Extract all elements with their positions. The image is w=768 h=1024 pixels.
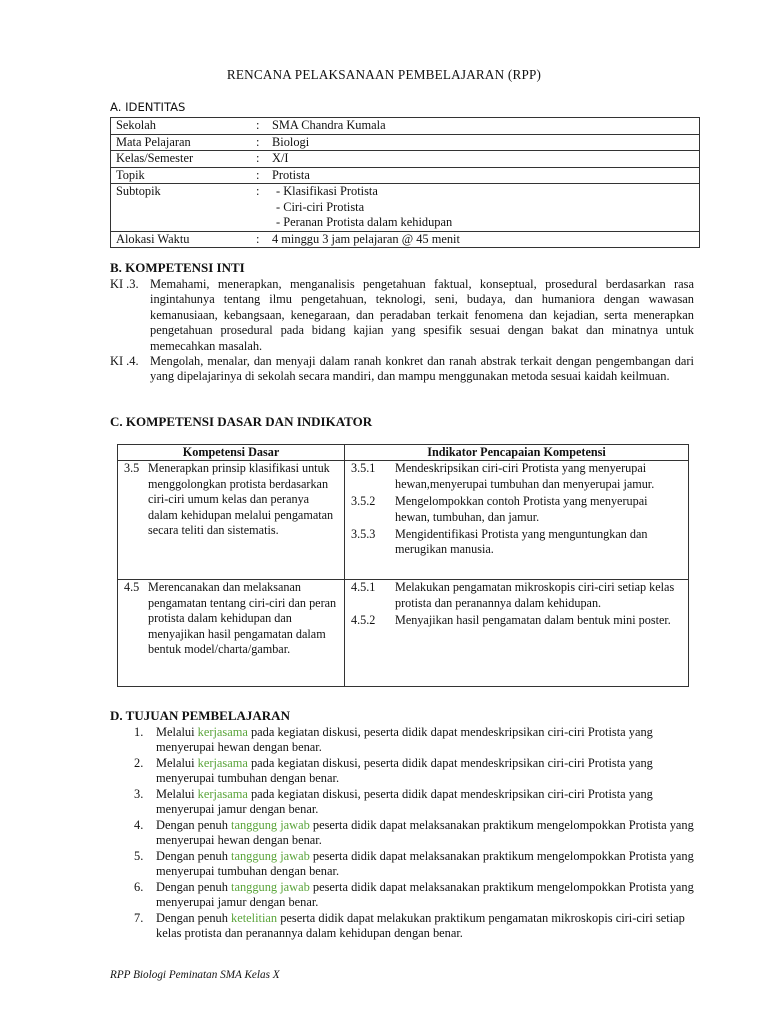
- table-row: [111, 151, 700, 168]
- table-row: [111, 231, 700, 248]
- tujuan-text: [156, 787, 696, 817]
- identitas-colon: :: [250, 151, 264, 168]
- indikator-item: [345, 461, 688, 492]
- indikator-number: 3.5.1: [351, 461, 376, 476]
- indikator-cell: [345, 580, 689, 687]
- tujuan-post: peserta didik dapat melakukan praktikum pengamatan mikroskopis ciri-ciri setiap kelas protista dan peranannya dalam kehidupan dengan benar.: [156, 911, 685, 941]
- subtopik-item: - Klasifikasi Protista: [276, 184, 378, 198]
- identitas-value: Biologi: [264, 134, 700, 151]
- tujuan-post: peserta didik dapat melaksanakan praktikum mengelompokkan Protista yang menyerupai hewan dengan benar.: [156, 818, 694, 848]
- indikator-text: Mengelompokkan contoh Protista yang menyerupai hewan, tumbuhan, dan jamur.: [395, 494, 648, 524]
- tujuan-highlight: kerjasama: [197, 725, 248, 739]
- tujuan-number: 1.: [134, 725, 144, 739]
- table-row: [111, 184, 700, 232]
- tujuan-pre: Dengan penuh: [156, 911, 232, 925]
- tujuan-text: [156, 849, 696, 879]
- tujuan-text: [156, 725, 696, 755]
- tujuan-item: [134, 911, 696, 941]
- table-header-row: [118, 445, 689, 461]
- kd-number: 4.5: [124, 580, 140, 595]
- section-a-heading: A. IDENTITAS: [110, 100, 186, 114]
- tujuan-post: pada kegiatan diskusi, peserta didik dapat mendeskripsikan ciri-ciri Protista yang menyerupai hewan dengan benar.: [156, 725, 653, 755]
- table-row: [118, 461, 689, 580]
- ki-text: Mengolah, menalar, dan menyaji dalam ranah konkret dan ranah abstrak terkait dengan pengembangan dari yang dipelajarinya di sekolah secara mandiri, dan mampu menggunakan metoda sesuai kaidah keilmuan.: [150, 354, 694, 384]
- identitas-colon: :: [250, 184, 264, 232]
- kd-cell: [118, 461, 345, 580]
- tujuan-text: [156, 818, 696, 848]
- tujuan-pre: Melalui: [156, 787, 198, 801]
- tujuan-number: 5.: [134, 849, 144, 863]
- kompetensi-dasar-table: [117, 444, 689, 687]
- indikator-text: Mendeskripsikan ciri-ciri Protista yang menyerupai hewan,menyerupai tumbuhan dan menyerupai jamur.: [395, 461, 655, 491]
- identitas-key: Sekolah: [111, 118, 251, 135]
- tujuan-pre: Dengan penuh: [156, 849, 232, 863]
- table-row: [111, 134, 700, 151]
- identitas-key: Kelas/Semester: [111, 151, 251, 168]
- identitas-value: SMA Chandra Kumala: [264, 118, 700, 135]
- indikator-item: [345, 494, 688, 525]
- subtopik-item: - Ciri-ciri Protista: [276, 199, 365, 214]
- tujuan-number: 2.: [134, 756, 144, 770]
- column-header-indikator: Indikator Pencapaian Kompetensi: [345, 445, 689, 461]
- identitas-colon: :: [250, 231, 264, 248]
- tujuan-post: peserta didik dapat melaksanakan praktikum mengelompokkan Protista yang menyerupai jamur dengan benar.: [156, 880, 694, 910]
- tujuan-pre: Dengan penuh: [156, 818, 232, 832]
- identitas-table: [110, 117, 700, 248]
- section-c-heading: C. KOMPETENSI DASAR DAN INDIKATOR: [110, 414, 373, 429]
- indikator-number: 4.5.2: [351, 613, 376, 628]
- identitas-value: 4 minggu 3 jam pelajaran @ 45 menit: [264, 231, 700, 248]
- tujuan-item: [134, 756, 696, 786]
- subtopik-item: - Peranan Protista dalam kehidupan: [276, 215, 453, 229]
- indikator-cell: [345, 461, 689, 580]
- kd-item: [118, 461, 344, 538]
- identitas-colon: :: [250, 118, 264, 135]
- tujuan-number: 3.: [134, 787, 144, 801]
- tujuan-post: pada kegiatan diskusi, peserta didik dapat mendeskripsikan ciri-ciri Protista yang menyerupai jamur dengan benar.: [156, 787, 653, 817]
- tujuan-highlight: tanggung jawab: [231, 818, 310, 832]
- kd-cell: [118, 580, 345, 687]
- indikator-number: 3.5.3: [351, 527, 376, 542]
- tujuan-pre: Melalui: [156, 725, 198, 739]
- identitas-key: Alokasi Waktu: [111, 231, 251, 248]
- tujuan-text: [156, 911, 696, 941]
- tujuan-text: [156, 756, 696, 786]
- tujuan-highlight: tanggung jawab: [231, 849, 310, 863]
- kd-text: Menerapkan prinsip klasifikasi untuk menggolongkan protista berdasarkan ciri-ciri umum kelas dan peranya dalam kehidupan melalui pengamatan secara teliti dan sistematis.: [148, 461, 334, 538]
- identitas-key: Mata Pelajaran: [111, 134, 251, 151]
- tujuan-pre: Dengan penuh: [156, 880, 232, 894]
- ki-text: Memahami, menerapkan, menganalisis pengetahuan faktual, konseptual, prosedural berdasarkan rasa ingintahunya tentang ilmu pengetahuan, teknologi, seni, budaya, dan humaniora dengan wawasan kemanusiaan, kebangsaan, kenegaraan, dan peradaban terkait fenomena dan kejadian, serta menerapkan pengetahuan prosedural pada bidang kajian yang spesifik sesuai dengan bakat dan minatnya untuk memecahkan masalah.: [150, 277, 694, 353]
- indikator-number: 4.5.1: [351, 580, 376, 595]
- kd-item: [118, 580, 344, 657]
- kd-text: Merencanakan dan melaksanan pengamatan tentang ciri-ciri dan peran protista dalam kehidupan dan menyajikan hasil pengamatan dalam bentuk model/charta/gambar.: [148, 580, 337, 657]
- section-d-heading: D. TUJUAN PEMBELAJARAN: [110, 708, 290, 723]
- document-title: RENCANA PELAKSANAAN PEMBELAJARAN (RPP): [226, 67, 542, 82]
- ki-number: KI .3.: [110, 277, 139, 291]
- indikator-number: 3.5.2: [351, 494, 376, 509]
- ki-number: KI .4.: [110, 354, 139, 368]
- indikator-item: [345, 613, 688, 628]
- indikator-text: Mengidentifikasi Protista yang menguntungkan dan merugikan manusia.: [395, 527, 648, 557]
- identitas-colon: :: [250, 134, 264, 151]
- indikator-text: Menyajikan hasil pengamatan dalam bentuk mini poster.: [395, 613, 671, 628]
- tujuan-number: 4.: [134, 818, 144, 832]
- tujuan-number: 7.: [134, 911, 144, 925]
- identitas-key: Subtopik: [111, 184, 251, 232]
- kd-number: 3.5: [124, 461, 140, 476]
- indikator-item: [345, 580, 688, 611]
- tujuan-item: [134, 849, 696, 879]
- ki-item: [110, 277, 694, 354]
- identitas-colon: :: [250, 167, 264, 184]
- identitas-key: Topik: [111, 167, 251, 184]
- section-b-heading: B. KOMPETENSI INTI: [110, 260, 245, 275]
- tujuan-highlight: ketelitian: [231, 911, 278, 925]
- tujuan-post: pada kegiatan diskusi, peserta didik dapat mendeskripsikan ciri-ciri Protista yang menyerupai tumbuhan dengan benar.: [156, 756, 653, 786]
- tujuan-number: 6.: [134, 880, 144, 894]
- tujuan-post: peserta didik dapat melaksanakan praktikum mengelompokkan Protista yang menyerupai tumbuhan dengan benar.: [156, 849, 694, 879]
- tujuan-pre: Melalui: [156, 756, 198, 770]
- identitas-value: Protista: [264, 167, 700, 184]
- table-row: [118, 580, 689, 687]
- page-footer: RPP Biologi Peminatan SMA Kelas X: [110, 969, 280, 981]
- tujuan-item: [134, 818, 696, 848]
- tujuan-item: [134, 725, 696, 755]
- tujuan-highlight: tanggung jawab: [231, 880, 310, 894]
- table-row: [111, 167, 700, 184]
- identitas-value: [264, 184, 700, 232]
- column-header-kd: Kompetensi Dasar: [118, 445, 345, 461]
- tujuan-highlight: kerjasama: [197, 787, 248, 801]
- tujuan-highlight: kerjasama: [197, 756, 248, 770]
- indikator-item: [345, 527, 688, 558]
- ki-item: [110, 354, 694, 385]
- tujuan-item: [134, 787, 696, 817]
- identitas-value: X/I: [264, 151, 700, 168]
- tujuan-text: [156, 880, 696, 910]
- table-row: [111, 118, 700, 135]
- tujuan-item: [134, 880, 696, 910]
- indikator-text: Melakukan pengamatan mikroskopis ciri-ciri setiap kelas protista dan peranannya dalam kehidupan.: [395, 580, 675, 610]
